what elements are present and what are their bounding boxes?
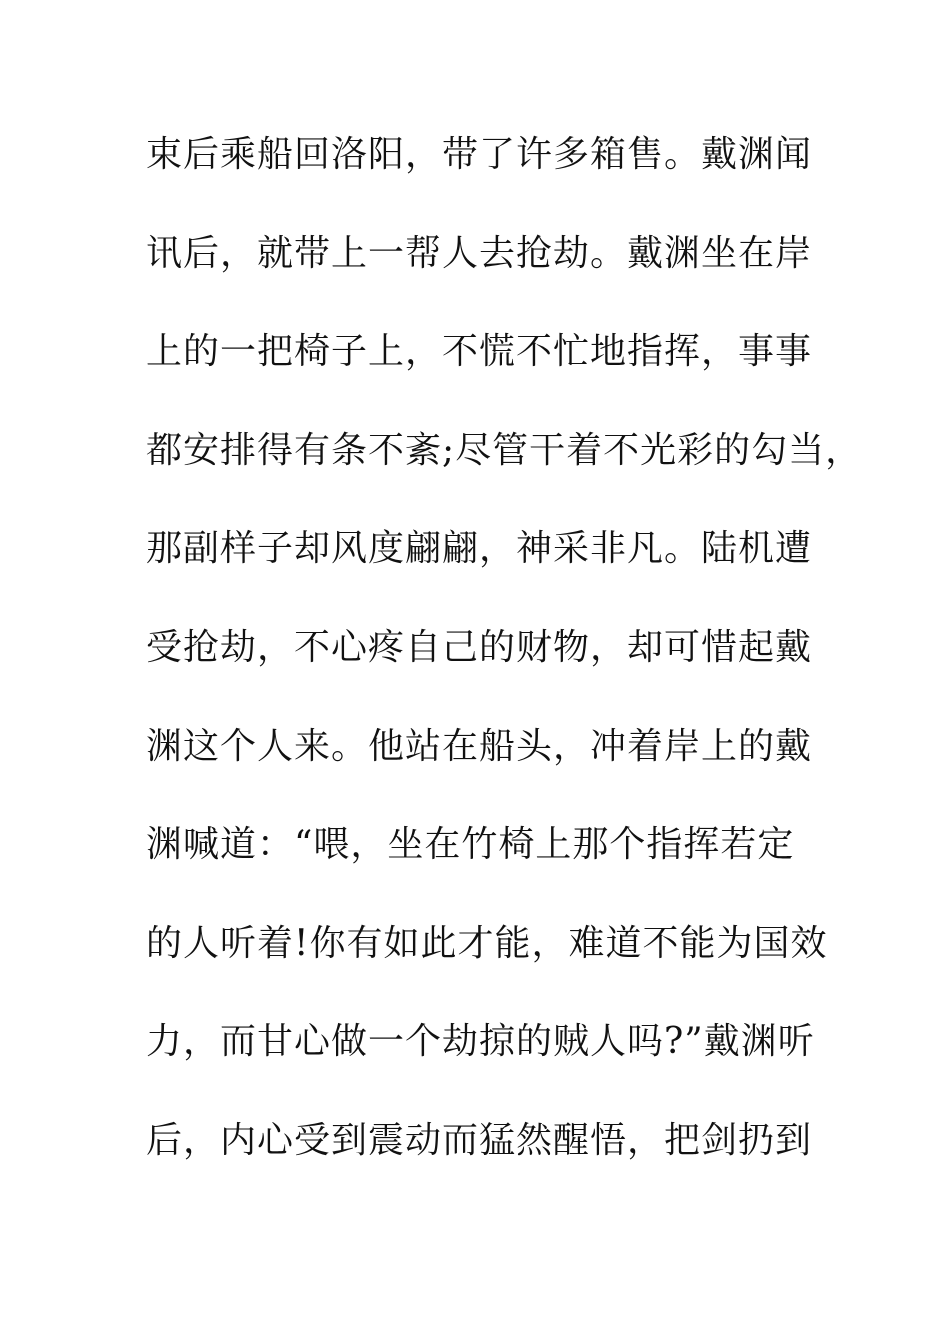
text-line-9: 的人听着!你有如此才能，难道不能为国效	[146, 922, 828, 964]
text-line-1: 束后乘船回洛阳，带了许多箱售。戴渊闻	[146, 134, 813, 175]
text-line-5: 那副样子却风度翩翩，神采非凡。陆机遭	[146, 528, 813, 570]
body-text	[146, 126, 866, 1211]
text-line-11: 后，内心受到震动而猛然醒悟，把剑扔到	[146, 1119, 813, 1161]
text-line-2: 讯后，就带上一帮人去抢劫。戴渊坐在岸	[146, 232, 813, 274]
text-line-4: 都安排得有条不紊;尽管干着不光彩的勾当，	[146, 429, 863, 471]
text-line-3: 上的一把椅子上，不慌不忙地指挥，事事	[146, 331, 813, 373]
text-line-6: 受抢劫，不心疼自己的财物，却可惜起戴	[146, 626, 813, 668]
text-line-10: 力，而甘心做一个劫掠的贼人吗?”戴渊听	[146, 1021, 815, 1063]
text-line-8: 渊喊道：“喂，坐在竹椅上那个指挥若定	[146, 824, 795, 866]
text-line-7: 渊这个人来。他站在船头，冲着岸上的戴	[146, 725, 813, 767]
